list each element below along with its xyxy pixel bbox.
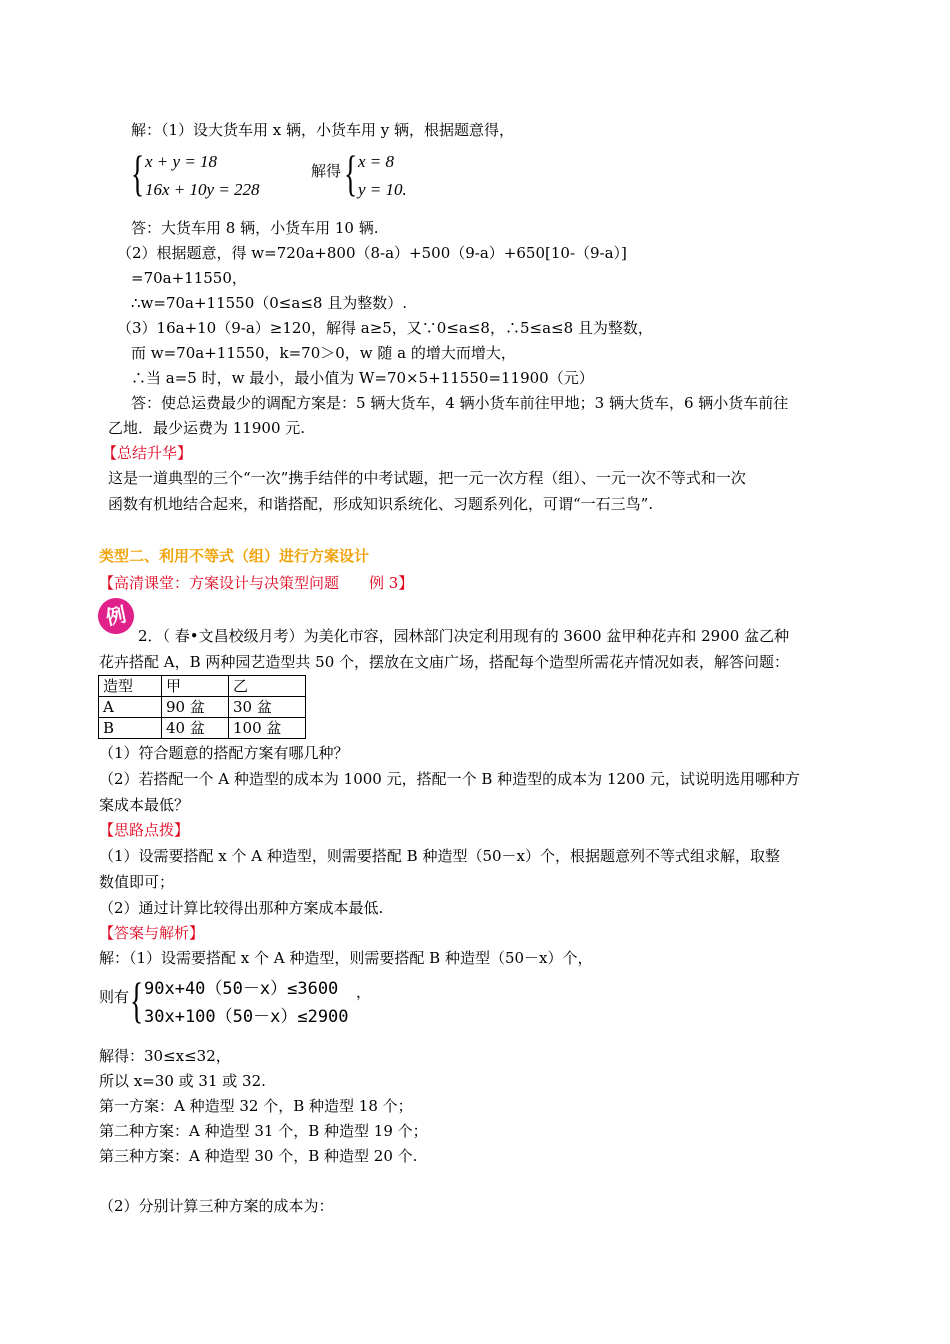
- table-row: [99, 718, 306, 739]
- inequality: 30x+100（50－x）≤2900: [144, 1007, 349, 1027]
- equation: x = 8: [358, 152, 395, 171]
- table-header-row: [99, 676, 306, 697]
- comma: ，: [356, 983, 372, 1001]
- summary-text: 这是一道典型的三个“一次”携手结伴的中考试题，把一元一次方程（组）、一元一次不等式和一次: [108, 469, 746, 487]
- table-cell: 40 盆: [162, 718, 229, 739]
- solution-line: （3）16a+10（9-a）≥120，解得 a≥5，又∵0≤a≤8，∴5≤a≤8 且为整数，: [117, 319, 653, 337]
- table-cell: 90 盆: [162, 697, 229, 718]
- example-badge: 例: [95, 595, 138, 638]
- system-brace: {: [344, 145, 358, 201]
- summary-heading: 【总结升华】: [102, 444, 193, 462]
- classroom-link[interactable]: 【高清课堂：方案设计与决策型问题 例 3】: [99, 574, 414, 592]
- system-brace: {: [131, 145, 145, 201]
- solution-line: =70a+11550，: [131, 269, 247, 287]
- solution-line: ∴当 a=5 时，w 最小，最小值为 W=70×5+11550=11900（元）: [131, 369, 594, 387]
- answer-text: 第二种方案：A 种造型 31 个，B 种造型 19 个；: [99, 1122, 428, 1140]
- table-header-cell: 造型: [99, 676, 162, 697]
- answer-text: 第三种方案：A 种造型 30 个，B 种造型 20 个.: [99, 1147, 418, 1165]
- table-header-cell: 乙: [229, 676, 306, 697]
- answer-text: 解得：30≤x≤32，: [99, 1047, 231, 1065]
- answer-heading: 【答案与解析】: [99, 924, 205, 942]
- table-cell: 100 盆: [229, 718, 306, 739]
- section-heading: 类型二、利用不等式（组）进行方案设计: [99, 547, 370, 565]
- equation: y = 10.: [358, 180, 407, 199]
- answer-text: 第一方案：A 种造型 32 个，B 种造型 18 个；: [99, 1097, 413, 1115]
- flower-table: [98, 675, 306, 739]
- problem-text: 花卉搭配 A，B 两种园艺造型共 50 个，摆放在文庙广场，搭配每个造型所需花卉情况如表，解答问题：: [99, 653, 790, 671]
- question-text: （1）符合题意的搭配方案有哪几种？: [99, 744, 349, 762]
- then-label: 则有: [99, 988, 130, 1006]
- problem-text: 2．（ 春•文昌校级月考）为美化市容，园林部门决定利用现有的 3600 盆甲种花卉和 2900 盆乙种: [138, 627, 790, 645]
- hint-heading: 【思路点拨】: [99, 821, 190, 839]
- inequality: 90x+40（50－x）≤3600: [144, 979, 339, 999]
- solution-line: 答：使总运费最少的调配方案是：5 辆大货车，4 辆小货车前往甲地；3 辆大货车，6 辆小货车前往: [131, 394, 789, 412]
- solve-label: 解得: [311, 162, 342, 180]
- table-cell: 30 盆: [229, 697, 306, 718]
- solution-line: 解：（1）设大货车用 x 辆，小货车用 y 辆，根据题意得，: [131, 121, 515, 139]
- answer-text: 解：（1）设需要搭配 x 个 A 种造型，则需要搭配 B 种造型（50－x）个，: [99, 949, 593, 967]
- solution-line: （2）根据题意，得 w=720a+800（8-a）+500（9-a）+650[10-（9-a）]: [117, 244, 627, 262]
- summary-text: 函数有机地结合起来，和谐搭配，形成知识系统化、习题系列化，可谓“一石三鸟”.: [108, 495, 654, 513]
- equation: x + y = 18: [145, 152, 218, 171]
- table-row: [99, 697, 306, 718]
- system-brace: {: [130, 972, 144, 1028]
- answer-text: 所以 x=30 或 31 或 32.: [99, 1072, 266, 1090]
- answer-text: （2）分别计算三种方案的成本为：: [99, 1197, 334, 1215]
- solution-line: ∴w=70a+11550（0≤a≤8 且为整数）.: [131, 294, 407, 312]
- solution-line: 乙地．最少运费为 11900 元.: [108, 419, 306, 437]
- table-header-cell: 甲: [162, 676, 229, 697]
- hint-text: （2）通过计算比较得出那种方案成本最低.: [99, 899, 384, 917]
- hint-text: 数值即可；: [99, 873, 175, 891]
- hint-text: （1）设需要搭配 x 个 A 种造型，则需要搭配 B 种造型（50－x）个，根据题意列不等式组求解，取整: [99, 847, 781, 865]
- question-text: 案成本最低？: [99, 796, 190, 814]
- table-cell: B: [99, 718, 162, 739]
- table-cell: A: [99, 697, 162, 718]
- equation: 16x + 10y = 228: [145, 180, 260, 199]
- solution-line: 答：大货车用 8 辆，小货车用 10 辆.: [131, 219, 379, 237]
- question-text: （2）若搭配一个 A 种造型的成本为 1000 元，搭配一个 B 种造型的成本为 1200 元，试说明选用哪种方: [99, 770, 800, 788]
- solution-line: 而 w=70a+11550，k=70＞0，w 随 a 的增大而增大，: [131, 344, 516, 362]
